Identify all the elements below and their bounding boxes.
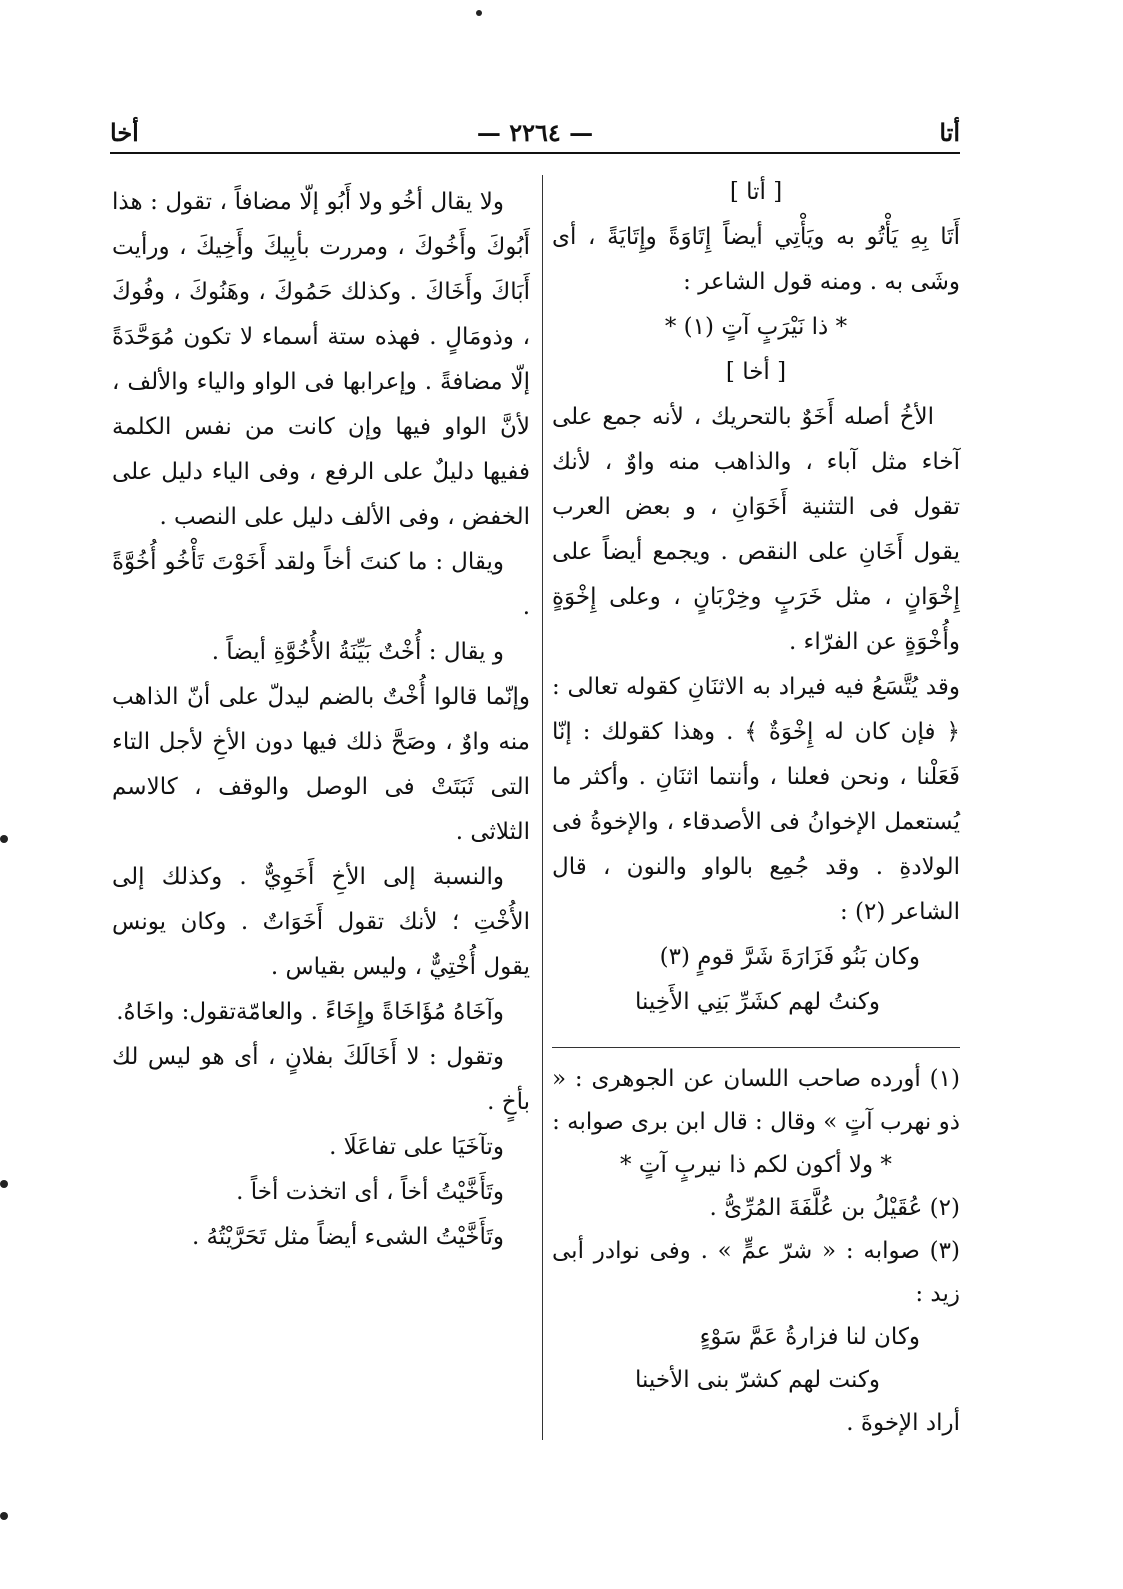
footnote-verse: * ولا أكون لكم ذا نيربٍ آتٍ * [620, 1152, 892, 1178]
footnote-verse: وكان لنا فزارةُ عَمَّ سَوْءٍ [699, 1324, 920, 1350]
paragraph: الأخُ أصله أَخَوٌ بالتحريك ، لأنه جمع على آخاء مثل آباء ، والذاهب منه واوٌ ، لأنك تقول فى التثنية أَخَوَانِ ، و بعض العرب يقول أَخَانِ على النقص . ويجمع أيضاً على إِخْوَانٍ ، مثل خَرَبٍ وخِرْبَانٍ ، وعلى إِخْوَةٍ وأُخْوَةٍ عن الفرّاء . [552, 404, 960, 655]
scan-dot [476, 10, 482, 16]
footnote-verse: وكنت لهم كشرّ بنى الأخينا [634, 1367, 880, 1393]
margin-mark [0, 1512, 8, 1520]
margin-mark [0, 1180, 8, 1188]
verse-line: وكان بَنُو فَزَارَةَ شَرَّ قومٍ (٣) [659, 944, 920, 970]
right-column [552, 170, 960, 1445]
page-number: — ٢٢٦٤ — [476, 118, 594, 147]
footnotes [552, 1058, 960, 1445]
paragraph: وإنّما قالوا أُخْتٌ بالضم ليدلّ على أنّ الذاهب منه واوٌ ، وصَحَّ ذلك فيها دون الأخِ لأجل التاء التى ثَبَتَتْ فى الوصل والوقف ، كالاسم الثلاثى . [112, 684, 530, 845]
margin-mark [0, 835, 8, 843]
entry-heading: [ أخا ] [725, 359, 787, 385]
paragraph: وقد يُتَّسَعُ فيه فيراد به الاثنَانِ كقوله تعالى : ﴿ فإن كان له إِخْوَةٌ ﴾ . وهذا كقولك : إنّا فَعَلْنا ، ونحن فعلنا ، وأنتما اثنَانِ . وأكثر ما يُستعمل الإخوانُ فى الأصدقاء ، والإخوةُ فى الولادةِ . وقد جُمِع بالواو والنون ، قال الشاعر (٢) : [552, 674, 960, 925]
paragraph: وتَأَخَّيْتُ أخاً ، أى اتخذت أخاً . [236, 1179, 504, 1205]
verse: * ذا نَيْرَبٍ آتٍ (١) * [664, 314, 848, 340]
headword-right: أتا [939, 118, 960, 147]
headword-left: أخا [110, 118, 139, 147]
entry-heading: [ أتا ] [729, 179, 783, 205]
page-header [110, 118, 960, 154]
paragraph: وتآخَيَا على تفاعَلَا . [329, 1134, 504, 1160]
paragraph: وآخَاهُ مُؤَاخَاةً وإِخَاءً . والعامّةتقول: واخَاهُ. [116, 999, 504, 1025]
paragraph: والنسبة إلى الأخِ أَخَوِيٌّ . وكذلك إلى الأُخْتِ ؛ لأنك تقول أَخَوَاتٌ . وكان يونس يقول أُخْتِيٌّ ، وليس بقياس . [112, 864, 530, 980]
footnote: (١) أورده صاحب اللسان عن الجوهرى : « ذو نهرب آتٍ » وقال : قال ابن برى صوابه : [552, 1066, 960, 1135]
footnote-rule [552, 1047, 960, 1048]
paragraph: ولا يقال أخُو ولا أَبُو إلّا مضافاً ، تقول : هذا أَبُوكَ وأَخُوكَ ، ومررت بأبِيكَ وأَخِيكَ ، ورأيت أَبَاكَ وأَخَاكَ . وكذلك حَمُوكَ ، وهَنُوكَ ، وفُوكَ ، وذومَالٍ . فهذه ستة أسماء لا تكون مُوَحَّدَةً إلّا مضافةً . وإعرابها فى الواو والياء والألف ، لأنَّ الواو فيها وإن كانت من نفس الكلمة ففيها دليلٌ على الرفع ، وفى الياء دليل على الخفض ، وفى الألف دليل على النصب . [112, 189, 530, 530]
paragraph: وتَأَخَّيْتُ الشىء أيضاً مثل تَحَرَّيْتُهُ . [191, 1224, 504, 1250]
paragraph: و يقال : أُخْتٌ بَيِّنَةُ الأُخُوَّةِ أيضاً . [211, 639, 504, 665]
header-rule [110, 152, 960, 154]
paragraph: أَتَا بِهِ يَأْتُو به ويَأْتِي أيضاً إِتَاوَةً وإِتَايَةً ، أى وشَى به . ومنه قول الشاعر : [552, 224, 960, 295]
footnote: (٣) صوابه : « شرّ عمٍّ » . وفى نوادر أبى زيد : [552, 1238, 960, 1307]
left-column [112, 180, 530, 1260]
footnote: أراد الإخوةَ . [846, 1410, 960, 1436]
paragraph: وتقول : لا أَخَالَكَ بفلانٍ ، أى هو ليس لك بأخٍ . [112, 1044, 530, 1115]
paragraph: ويقال : ما كنتَ أخاً ولقد أَخَوْتَ تَأْخُو أُخُوَّةً . [112, 549, 530, 620]
footnote: (٢) عُقَيْلُ بن عُلَّفَةَ المُرِّىُّ . [709, 1195, 960, 1221]
column-divider [542, 175, 543, 1440]
verse-line: وكنتُ لهم كشَرِّ بَنِي الأَخِينا [634, 989, 880, 1015]
